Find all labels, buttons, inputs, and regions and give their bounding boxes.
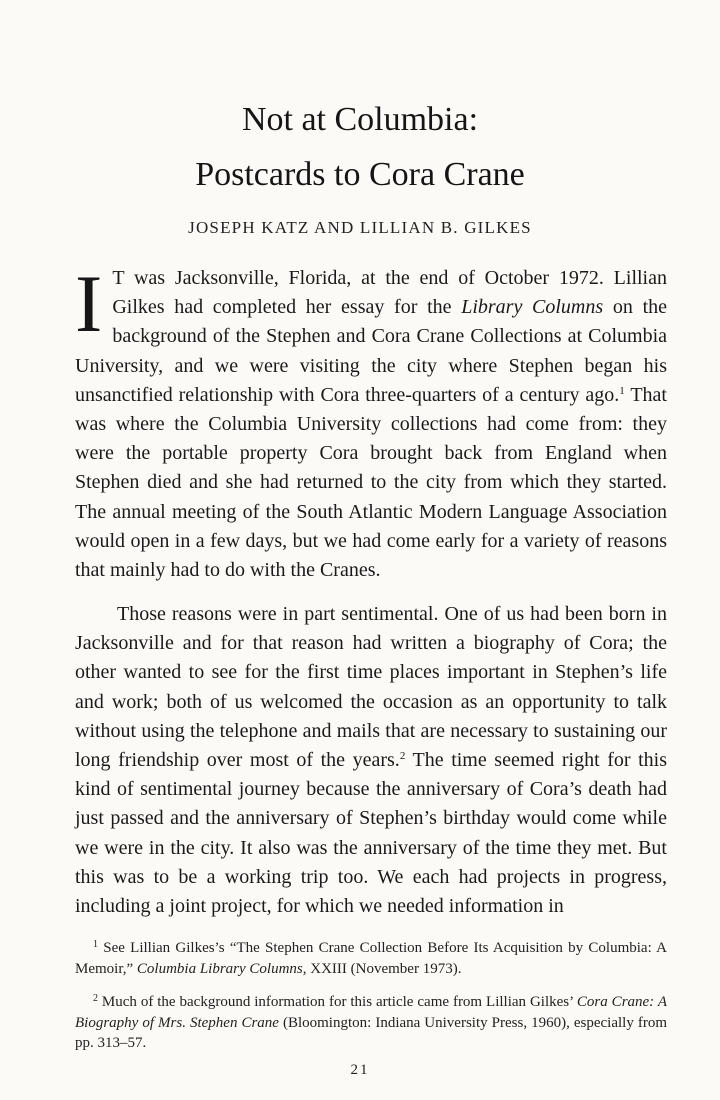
article-authors: JOSEPH KATZ AND LILLIAN B. GILKES <box>188 218 532 237</box>
paragraph-2-text-a: Those reasons were in part sentimental. One of us had been born in Jacksonville and for that reason had written a biography of Cora; the other wanted to see for the first time places important in Stephen’s life and work; both of us welcomed the occasion as an opportunity to talk without using the telephone and mails that are necessary to sustaining our long friendship over most of the years. <box>75 603 667 772</box>
footnote-1-italic: Columbia Library Columns, <box>136 960 307 977</box>
journal-title-italic: Library Columns <box>461 296 604 319</box>
article-title-line-2: Postcards to Cora Crane <box>195 156 525 193</box>
paragraph-1-lead: T was Jacksonville, Florida, at the end of October 1972. Lillian Gilkes had completed her essay for the <box>112 267 667 319</box>
footnote-2-number: 2 <box>93 993 98 1004</box>
drop-cap: I <box>75 258 103 349</box>
footnote-2-text-b: (Bloomington: Indiana University Press, 1960), especially from pp. 313–57. <box>75 1014 667 1051</box>
body-paragraph-1 <box>75 258 668 585</box>
footnote-2-italic: Cora Crane: A Biography of Mrs. Stephen Crane <box>75 994 667 1031</box>
footnote-1-text-b: XXIII (November 1973). <box>306 960 462 977</box>
paragraph-1-text-a: on the background of the Stephen and Cora Crane Collections at Columbia University, and we were visiting the city where Stephen began his unsanctified relationship with Cora three-quarters of a century ago. <box>75 296 668 406</box>
footnote-2-text-a: Much of the background information for this article came from Lillian Gilkes’ <box>98 994 577 1010</box>
footnote-2 <box>75 992 667 1054</box>
footnote-1 <box>75 938 667 979</box>
body-paragraph-2 <box>75 600 667 921</box>
paragraph-2-text-b: The time seemed right for this kind of sentimental journey because the anniversary of Cora’s death had just passed and the anniversary of Stephen’s birthday would come while we were in the city. It also was the anniversary of the time they met. But this was to be a working trip too. We each had projects in progress, including a joint project, for which we needed information in <box>75 749 667 918</box>
page-number: 21 <box>350 1062 370 1078</box>
footnote-1-text-a: See Lillian Gilkes’s “The Stephen Crane Collection Before Its Acquisition by Columbia: A Memoir,” <box>75 940 667 977</box>
footnote-1-number: 1 <box>93 939 98 950</box>
article-title-line-1: Not at Columbia: <box>241 101 479 138</box>
paragraph-1-text-b: That was where the Columbia University collections had come from: they were the portable property Cora brought back from England when Stephen died and she had returned to the city from which they started. The annual meeting of the South Atlantic Modern Language Association would open in a few days, but we had come early for a variety of reasons that mainly had to do with the Cranes. <box>75 383 667 582</box>
footnote-ref-2[interactable]: 2 <box>399 750 406 763</box>
footnote-ref-1[interactable]: 1 <box>619 384 625 397</box>
